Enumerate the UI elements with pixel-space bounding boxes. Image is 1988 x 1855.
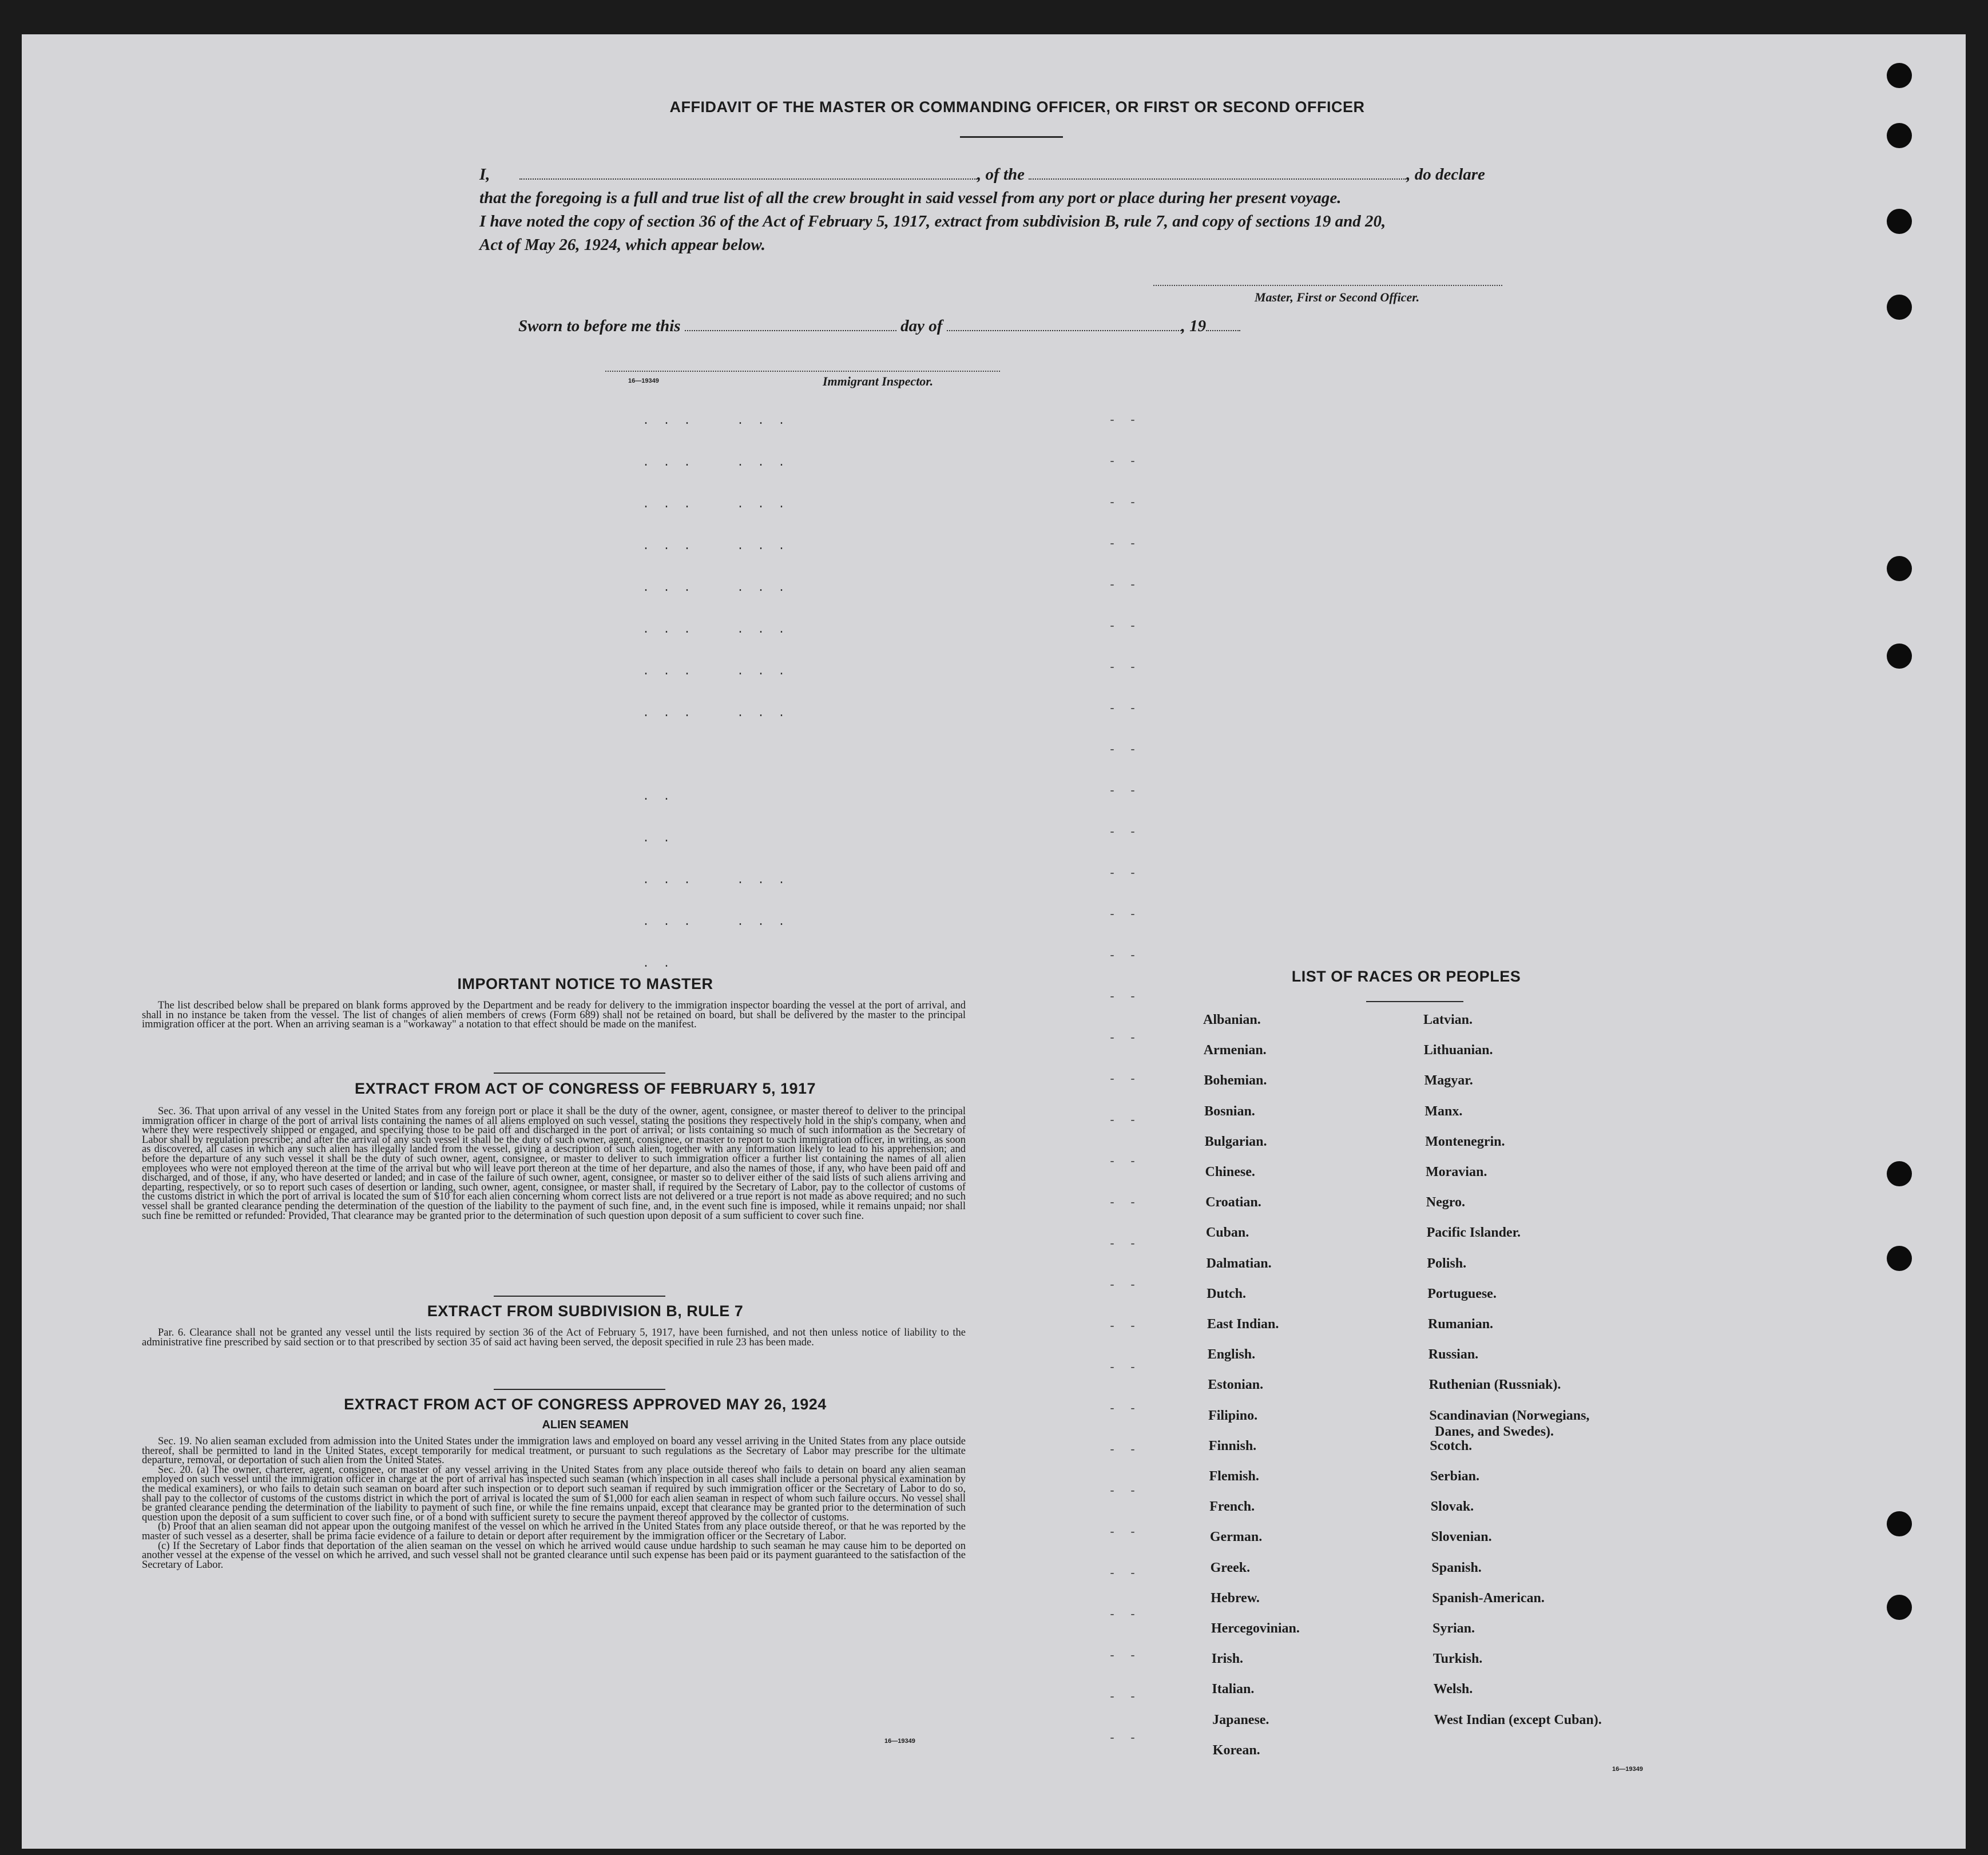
race-item: Irish. bbox=[1211, 1651, 1244, 1667]
race-item: German. bbox=[1209, 1530, 1263, 1545]
race-item: Spanish. bbox=[1431, 1560, 1482, 1575]
punch-hole bbox=[1887, 1246, 1912, 1271]
sworn-year-field[interactable] bbox=[1206, 329, 1240, 331]
bleed-through-marks: . . . . . . . . . . . . . . . . . . . . . . . . . . . . . . . . . . . . bbox=[642, 415, 695, 971]
race-item: Cuban. bbox=[1205, 1225, 1249, 1241]
race-item: Slovak. bbox=[1430, 1499, 1474, 1515]
sec-20b: (b) Proof that an alien seaman did not appear upon the outgoing manifest of the vessel on which he arrived in the United States from any place outside thereof, or that he was reported by the master of such vessel as a deserter, shall be prima facie evidence of a failure to detain or deport after requirement by the immigration officer or the Secretary of Labor. bbox=[142, 1521, 966, 1542]
races-title: LIST OF RACES OR PEOPLES bbox=[1291, 968, 1521, 985]
declaration-line-3: Act of May 26, 1924, which appear below. bbox=[479, 236, 765, 254]
race-item: Albanian. bbox=[1203, 1012, 1261, 1027]
sworn-line bbox=[518, 315, 1240, 338]
sec-20c: (c) If the Secretary of Labor finds that deportation of the alien seaman on the vessel on which he arrived would cause undue hardship to such seaman he may cause him to be deported on another vessel at the expense of the vessel on which he arrived, and such vessel shall not be granted clearance until such expense has been paid or its payment guaranteed to the satisfaction of the Secretary of Labor. bbox=[142, 1540, 966, 1571]
rule7-text: Par. 6. Clearance shall not be granted any vessel until the lists required by section 36 of the Act of February 5, 1917, have been furnished, and not then unless notice of liability to the administrative fine prescribed by said section or to that prescribed by section 35 of said act having been served, the deposit specified in rule 23 has been made. bbox=[142, 1327, 966, 1348]
race-item: English. bbox=[1207, 1347, 1256, 1363]
race-item: Pacific Islander. bbox=[1426, 1225, 1521, 1241]
extract-1917-text: Sec. 36. That upon arrival of any vessel in the United States from any foreign port or place it shall be the duty of the owner, agent, consignee, or master thereof to deliver to the principal immigration officer in charge of the port of arrival lists containing the names of all aliens employed on such vessel, stating the positions they respectively hold in the ship's company, when and where they were respectively shipped or engaged, and specifying those to be paid off and discharged in the port of arrival; or lists containing so much of such information as the Secretary of Labor shall by regulation prescribe; and after the arrival of any such vessel it shall be the duty of such owner, agent, consignee, or master to report to such immigration officer, in writing, as soon as discovered, all cases in which any such alien has illegally landed from the vessel, giving a description of such alien, together with any information likely to lead to his apprehension; and before the departure of any such vessel it shall be the duty of such owner, agent, consignee, or master to deliver to such immigration officer a further list containing the names of all alien employees who were not employed thereon at the time of the arrival but who will leave port thereon at the time of her departure, and also the names of those, if any, who have been paid off and discharged, and of those, if any, who have deserted or landed; and in case of the failure of such owner, agent, consignee, or master so to deliver either of the said lists of such aliens arriving and departing, respectively, or so to report such cases of desertion or landing, such owner, agent, consignee, or master shall, if required by the Secretary of Labor, pay to the collector of customs of the customs district in which the port of arrival is located the sum of $10 for each alien concerning whom correct lists are not delivered or a true report is not made as above required; and no such vessel shall be granted clearance pending the determination of the question of the liability to the payment of such fine, and, in the event such fine is imposed, while it remains unpaid; nor shall such fine be remitted or refunded: Provided, That clearance may be granted prior to the determination of such question upon deposit of a sum sufficient to cover such fine. bbox=[142, 1106, 966, 1222]
race-item: Chinese. bbox=[1205, 1165, 1255, 1179]
inspector-caption: Immigrant Inspector. bbox=[823, 374, 934, 388]
punch-hole bbox=[1887, 63, 1912, 88]
vessel-field[interactable] bbox=[1029, 178, 1406, 180]
race-item: Danes, and Swedes). bbox=[1435, 1424, 1554, 1439]
divider bbox=[494, 1073, 665, 1074]
punch-hole bbox=[1887, 644, 1912, 669]
race-item: French. bbox=[1209, 1499, 1255, 1515]
race-item: Korean. bbox=[1212, 1742, 1260, 1758]
race-item: Lithuanian. bbox=[1423, 1043, 1493, 1058]
i-label: I, bbox=[479, 165, 490, 184]
form-code: 16—19349 bbox=[884, 1738, 915, 1745]
punch-hole bbox=[1887, 556, 1912, 581]
race-item: Italian. bbox=[1212, 1682, 1255, 1697]
extract-1924-title: EXTRACT FROM ACT OF CONGRESS APPROVED MAY 26, 1924 bbox=[344, 1396, 827, 1413]
master-caption: Master, First or Second Officer. bbox=[1255, 290, 1420, 304]
sec-19: Sec. 19. No alien seaman excluded from admission into the United States under the immigration laws and employed on board any vessel arriving in the United States from any place outside thereof, shall be permitted to land in the United States, except temporarily for medical treatment, or pursuant to such regulations as the Secretary of Labor may prescribe for the ultimate departure, removal, or deportation of such alien from the United States. bbox=[142, 1436, 966, 1467]
race-item: Polish. bbox=[1427, 1256, 1467, 1271]
race-item: Estonian. bbox=[1208, 1377, 1264, 1393]
race-item: Bulgarian. bbox=[1204, 1134, 1267, 1149]
race-item: Turkish. bbox=[1433, 1651, 1483, 1667]
race-item: Montenegrin. bbox=[1425, 1134, 1505, 1149]
punch-hole bbox=[1887, 123, 1912, 148]
do-declare-label: , do declare bbox=[1406, 165, 1485, 184]
race-item: Negro. bbox=[1426, 1195, 1465, 1210]
race-item: Rumanian. bbox=[1428, 1317, 1494, 1332]
divider bbox=[1366, 1001, 1463, 1002]
year-prefix: , 19 bbox=[1181, 317, 1207, 335]
race-item: Hercegovinian. bbox=[1211, 1621, 1300, 1636]
rule7-title: EXTRACT FROM SUBDIVISION B, RULE 7 bbox=[427, 1302, 744, 1320]
race-item: Latvian. bbox=[1423, 1012, 1473, 1027]
inspector-signature-line[interactable] bbox=[605, 371, 1000, 372]
race-item: Moravian. bbox=[1426, 1165, 1487, 1179]
race-item: Scotch. bbox=[1430, 1438, 1473, 1453]
document-page bbox=[22, 34, 1966, 1849]
punch-hole bbox=[1887, 1511, 1912, 1536]
extract-1924-text bbox=[142, 1437, 966, 1570]
race-item: Bohemian. bbox=[1204, 1073, 1267, 1089]
declaration-line-2: I have noted the copy of section 36 of the Act of February 5, 1917, extract from subdivision B, rule 7, and copy of sections 19 and 20, bbox=[479, 212, 1386, 231]
race-item: Armenian. bbox=[1203, 1043, 1267, 1058]
punch-hole bbox=[1887, 1161, 1912, 1186]
affidavit-title: AFFIDAVIT OF THE MASTER OR COMMANDING OFFICER, OR FIRST OR SECOND OFFICER bbox=[669, 98, 1365, 116]
race-item: Magyar. bbox=[1424, 1073, 1473, 1089]
bleed-through-marks: . . . . . . . . . . . . . . . . . . . . . . . . . . . . . . bbox=[737, 415, 789, 929]
race-item: West Indian (except Cuban). bbox=[1434, 1712, 1602, 1727]
race-item: East Indian. bbox=[1207, 1317, 1279, 1332]
punch-hole bbox=[1887, 209, 1912, 234]
sworn-day-field[interactable] bbox=[685, 329, 896, 331]
race-item: Dutch. bbox=[1207, 1286, 1246, 1301]
of-the-label: , of the bbox=[977, 165, 1025, 184]
race-item: Manx. bbox=[1424, 1103, 1463, 1119]
day-of-label: day of bbox=[900, 317, 943, 335]
race-item: Welsh. bbox=[1433, 1682, 1473, 1697]
master-signature-line[interactable] bbox=[1153, 285, 1502, 286]
punch-hole bbox=[1887, 295, 1912, 320]
declaration-line-1: that the foregoing is a full and true list of all the crew brought in said vessel from any port or place during her present voyage. bbox=[479, 189, 1342, 207]
notice-title: IMPORTANT NOTICE TO MASTER bbox=[457, 975, 713, 992]
race-item: Dalmatian. bbox=[1206, 1256, 1272, 1271]
race-item: Japanese. bbox=[1212, 1712, 1269, 1727]
sec-20a: Sec. 20. (a) The owner, charterer, agent, consignee, or master of any vessel arriving in the United States from any place outside thereof who fails to detain on board any alien seaman employed on such vessel until the immigration officer in charge at the port of arrival has inspected such seaman (which inspection in all cases shall include a personal physical examination by the medical examiners), or who fails to detain such seaman on board after such inspection or to deport such seaman if required by such immigration officer or the Secretary of Labor to do so, shall pay to the collector of customs of the customs district in which the port of arrival is located the sum of $1,000 for each alien seaman in respect of whom such failure occurs. No vessel shall be granted clearance pending the determination of the liability to payment of such fine, or while the fine remains unpaid, except that clearance may be granted prior to the determination of such question upon the deposit of a sum sufficient to cover such fine, or of a bond with sufficient surety to secure the payment thereof approved by the collector of customs. bbox=[142, 1464, 966, 1523]
affidavit-declaration bbox=[479, 163, 1543, 257]
race-item: Hebrew. bbox=[1211, 1590, 1260, 1606]
form-code: 16—19349 bbox=[628, 378, 659, 384]
divider bbox=[960, 136, 1063, 138]
extract-1917-title: EXTRACT FROM ACT OF CONGRESS OF FEBRUARY 5, 1917 bbox=[354, 1080, 816, 1097]
punch-hole bbox=[1887, 1595, 1912, 1620]
form-code: 16—19349 bbox=[1612, 1766, 1643, 1773]
race-item: Croatian. bbox=[1205, 1195, 1261, 1210]
sworn-month-field[interactable] bbox=[947, 329, 1181, 331]
race-item: Flemish. bbox=[1209, 1469, 1259, 1484]
sworn-label: Sworn to before me this bbox=[518, 317, 681, 335]
race-item: Syrian. bbox=[1433, 1621, 1475, 1636]
race-item: Filipino. bbox=[1208, 1408, 1258, 1423]
race-item: Russian. bbox=[1428, 1347, 1479, 1363]
race-item: Greek. bbox=[1210, 1560, 1251, 1575]
race-item: Spanish-American. bbox=[1432, 1590, 1545, 1606]
divider bbox=[494, 1389, 665, 1390]
alien-seamen-subtitle: ALIEN SEAMEN bbox=[542, 1419, 629, 1431]
notice-text: The list described below shall be prepared on blank forms approved by the Department and be ready for delivery to the immigration inspector boarding the vessel at the port of arrival, and shall in no instance be taken from the vessel. The list of changes of alien members of crews (Form 689) shall not be retained on board, but shall be delivered by the master to the principal immigration officer at the port. When an arriving seaman is a "workaway" a notation to that effect should be made on the manifest. bbox=[142, 1000, 966, 1031]
race-item: Bosnian. bbox=[1204, 1103, 1255, 1119]
race-item: Ruthenian (Russniak). bbox=[1428, 1377, 1561, 1393]
race-item: Slovenian. bbox=[1431, 1530, 1492, 1545]
race-item: Scandinavian (Norwegians, bbox=[1429, 1408, 1590, 1423]
name-field[interactable] bbox=[519, 178, 977, 180]
divider bbox=[494, 1296, 665, 1297]
race-item: Finnish. bbox=[1208, 1438, 1257, 1453]
bleed-through-marks: - - - - - - - - - - - - - - - - - - - - - - - - - - - - - - - - - - - - - - - - - - - - - - - - - - - - - - - - - - - - - - - - - - bbox=[1109, 414, 1140, 1745]
race-item: Serbian. bbox=[1430, 1469, 1480, 1484]
race-item: Portuguese. bbox=[1427, 1286, 1497, 1301]
